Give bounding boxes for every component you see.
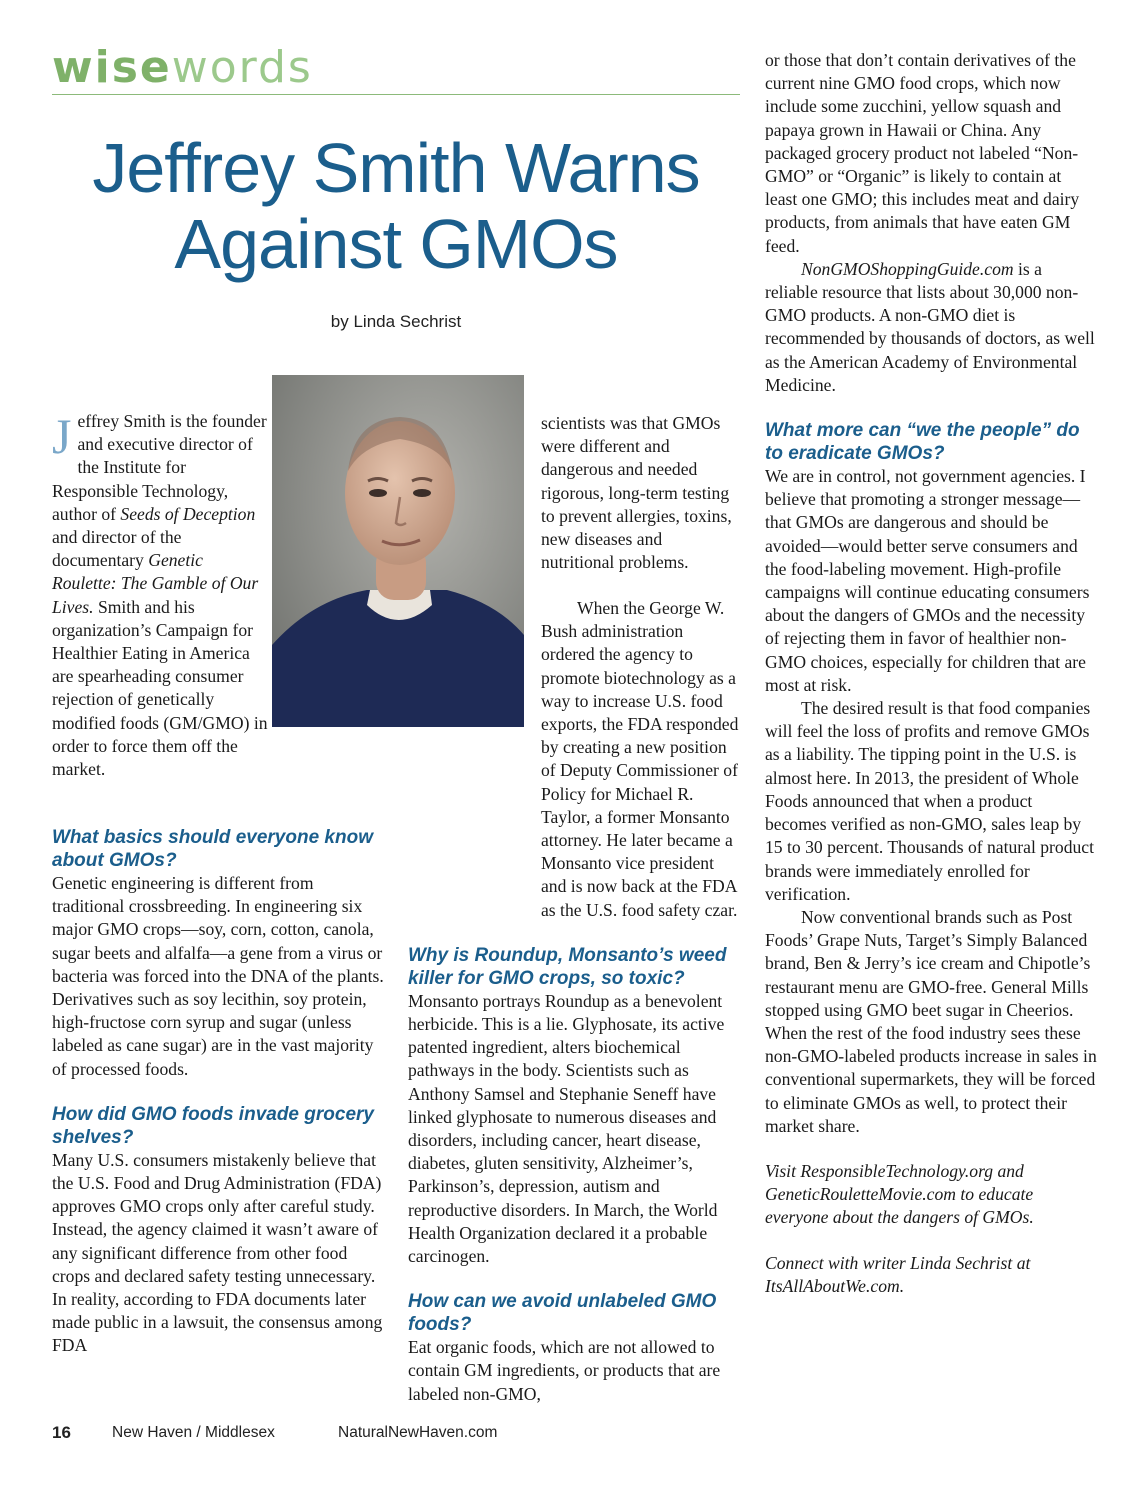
subheading-avoid: How can we avoid unlabeled GMO foods? (408, 1291, 717, 1336)
paragraph-guide (765, 258, 1097, 397)
subheading-roundup: Why is Roundup, Monsanto’s weed killer for GMO crops, so toxic? (408, 944, 727, 989)
paragraph-scientists: scientists was that GMOs were different and dangerous and needed rigorous, long-term testing to prevent allergies, toxins, new diseases and nutritional problems. (541, 413, 732, 573)
headline-line-1: Jeffrey Smith Warns (92, 129, 700, 207)
subheading-basics: What basics should everyone know about GMOs? (52, 827, 373, 871)
footer-site: NaturalNewHaven.com (338, 1424, 498, 1441)
drop-cap: J (52, 408, 72, 464)
page-number: 16 (52, 1423, 71, 1442)
guide-site: NonGMOShoppingGuide.com (801, 258, 1014, 279)
section-header-wise: wise (52, 42, 172, 93)
paragraph-derivatives: or those that don’t contain derivatives of the current nine GMO food crops, which now include some zucchini, yellow squash and papaya grown in Hawaii or China. Any packaged grocery product not labeled “Non-GMO” or “Organic” is likely to contain at least one GMO; this includes meat and dairy products, from animals that have eaten GM feed. (765, 50, 1080, 256)
paragraph-desired-result: The desired result is that food companies will feel the loss of profits and remove GMOs as a liability. The tipping point in the U.S. is almost here. In 2013, the president of Whole Foods announced that when a product becomes verified as non-GMO, sales leap by 15 to 30 percent. Thousands of natural product brands were immediately enrolled for verification. (765, 698, 1094, 904)
film-title: Genetic Roulette: The Gamble of Our Lives. (52, 550, 259, 617)
guide-text: is a reliable resource that lists about 30,000 non-GMO products. A non-GMO diet is recommended by thousands of doctors, as well as the American Academy of Environmental Medicine. (765, 258, 1095, 395)
paragraph-invade: Many U.S. consumers mistakenly believe that the U.S. Food and Drug Administration (FDA) approves GMO crops only after careful study. Instead, the agency claimed it wasn’t aware of any significant difference from other food crops and declared safety testing unnecessary. In reality, according to FDA documents later made public in a lawsuit, the consensus among FDA (52, 1149, 383, 1356)
book-title: Seeds of Deception (120, 503, 256, 524)
column-2-upper (541, 412, 739, 574)
paragraph-bush-text: When the George W. Bush administration ordered the agency to promote biotechnology as a way to increase U.S. food exports, the FDA responded by creating a new position of Deputy Commissioner of Policy for Michael R. Taylor, a former Monsanto attorney. He later became a Monsanto vice president and is now back at the FDA as the U.S. food safety czar. (541, 598, 739, 920)
paragraph-control: We are in control, not government agencies. I believe that promoting a stronger message—that GMOs are dangerous and should be avoided—would better serve consumers and the food-labeling movement. High-profile campaigns will continue educating consumers about the dangers of GMOs and the necessity of rejecting them in favor of healthier non-GMO choices, especially for children that are most at risk. (765, 466, 1090, 695)
paragraph-basics: Genetic engineering is different from traditional crossbreeding. In engineering six major GMO crops—soy, corn, cotton, canola, sugar beets and alfalfa—a gene from a virus or bacteria was forced into the DNA of the plants. Derivatives such as soy lecithin, soy protein, high-fructose corn syrup and sugar (unless labeled as cane sugar) are in the vast majority of processed foods. (52, 873, 384, 1079)
footer-region: New Haven / Middlesex (112, 1424, 275, 1441)
paragraph-bush (541, 597, 740, 922)
intro-text-c: Smith and his organization’s Campaign for Healthier Eating in America are spearheading consumer rejection of genetically modified foods (GM/GMO) in order to force them off the market. (52, 596, 268, 780)
section-header (52, 42, 740, 95)
intro-text-a: effrey Smith is the founder and executive director of the Institute for Responsible Technology, author of (52, 411, 267, 524)
headline-line-2: Against GMOs (174, 205, 618, 283)
paragraph-avoid: Eat organic foods, which are not allowed to contain GM ingredients, or products that are labeled non-GMO, (408, 1337, 721, 1404)
column-1 (52, 410, 270, 781)
intro-text-b: and director of the documentary (52, 527, 182, 571)
paragraph-brands: Now conventional brands such as Post Foods’ Grape Nuts, Target’s Simply Balanced brand, Ben & Jerry’s ice cream and Chipotle’s restaurant menu are GMO-free. General Mills stopped using GMO beet sugar in Cheerios. When the rest of the food industry sees these non-GMO-labeled products increase in sales in conventional supermarkets, they will be forced to eliminate GMOs as well, to protect their market share. (765, 906, 1097, 1136)
column-1-lower (52, 826, 386, 1358)
byline: by Linda Sechrist (330, 312, 462, 331)
closing-connect: Connect with writer Linda Sechrist at ItsAllAboutWe.com. (765, 1252, 1031, 1296)
article-headline (52, 130, 740, 282)
section-header-words: words (171, 42, 313, 93)
subheading-people: What more can “we the people” do to eradicate GMOs? (765, 420, 1080, 465)
paragraph-roundup: Monsanto portrays Roundup as a benevolent herbicide. This is a lie. Glyphosate, its active patented ingredient, alters biochemical pathways in the body. Scientists such as Anthony Samsel and Stephanie Seneff have linked glyphosate to numerous diseases and disorders, including cancer, heart disease, diabetes, gluten sensitivity, Alzheimer’s, Parkinson’s, depression, autism and reproductive disorders. In March, the World Health Organization declared it a probable carcinogen. (408, 990, 725, 1267)
closing-visit: Visit ResponsibleTechnology.org and GeneticRouletteMovie.com to educate everyone about the dangers of GMOs. (765, 1160, 1034, 1228)
column-3 (765, 49, 1097, 1298)
intro-paragraph (52, 410, 270, 781)
subheading-invade: How did GMO foods invade grocery shelves? (52, 1103, 374, 1148)
column-2 (408, 597, 740, 1406)
